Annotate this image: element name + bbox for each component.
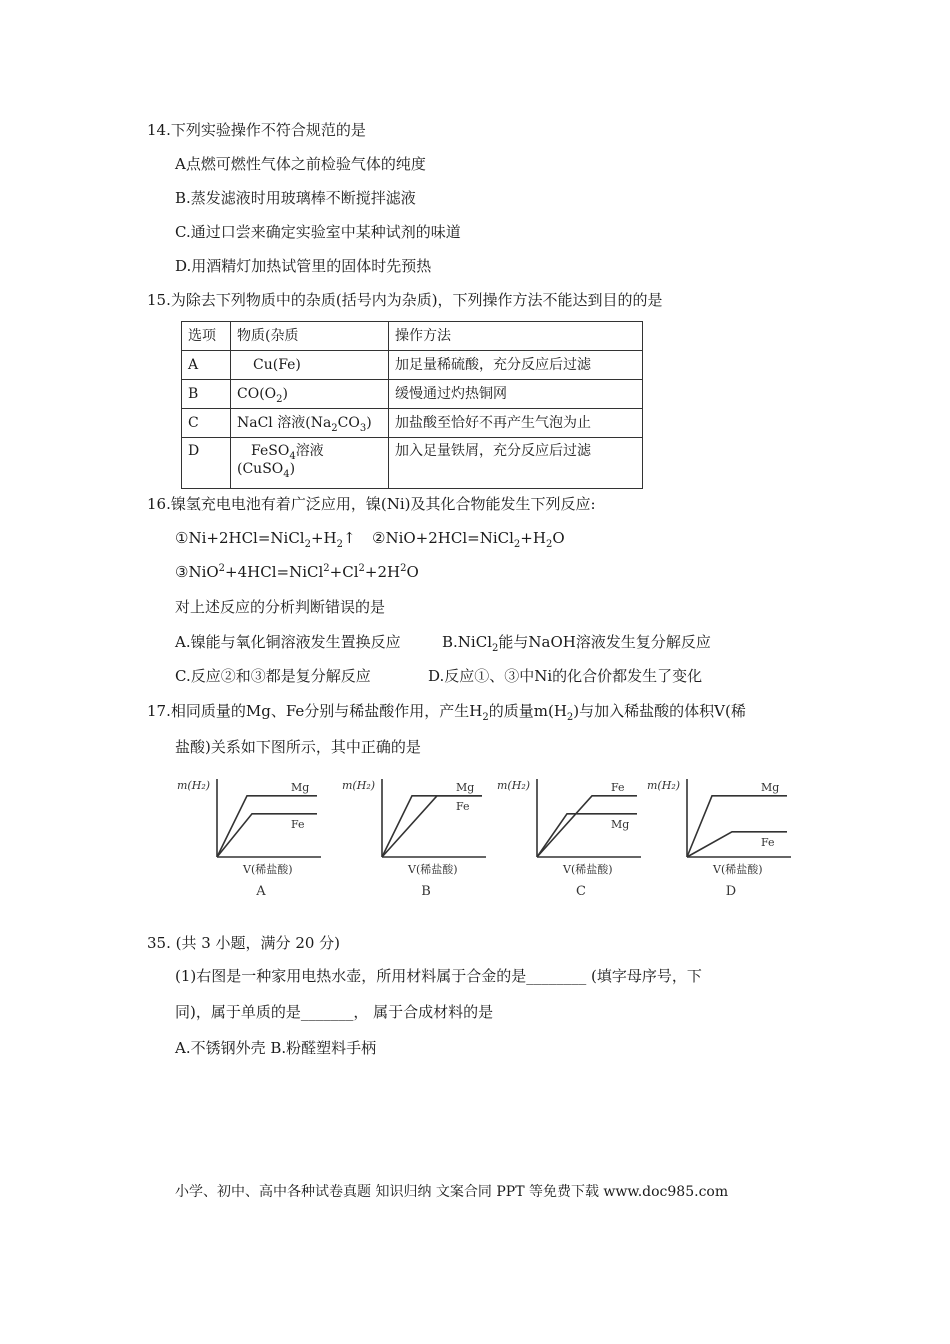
series-label-fe: Fe [761,835,775,849]
panel-label: C [576,884,586,899]
y-axis-label: m(H₂) [647,779,681,792]
q16-ask: 对上述反应的分析判断错误的是 [175,598,386,616]
graph-svg [340,770,488,900]
x-axis-label: V(稀盐酸) [713,863,763,876]
series-label-mg: Mg [291,780,310,794]
series-label-mg: Mg [761,780,780,794]
q16-option-d: D.反应①、③中Ni的化合价都发生了变化 [428,667,703,685]
graph-c [495,770,643,900]
series-label-fe: Fe [291,817,305,831]
q35-options: A.不锈钢外壳 B.粉醛塑料手柄 [175,1039,377,1057]
q17-stem-line2: 盐酸)关系如下图所示，其中正确的是 [175,738,421,756]
q16-reaction-3: $③NiO^2+4HCl=NiCl^2+Cl^2+2H^2O$ [175,563,419,581]
page-footer: 小学、初中、高中各种试卷真题 知识归纳 文案合同 PPT 等免费下载 www.doc985.com [175,1184,729,1200]
series-label-mg: Mg [456,780,475,794]
graph-svg [645,770,793,900]
header-option: 选项 [182,322,231,351]
q35-part1-line1: (1)右图是一种家用电热水壶，所用材料属于合金的是________ (填字母序号，下 [175,967,702,985]
panel-label: B [421,884,431,899]
graph-d [645,770,793,900]
y-axis-label: m(H₂) [177,779,211,792]
row-method: 缓慢通过灼热铜网 [389,380,643,409]
q16-option-c: C.反应②和③都是复分解反应 [175,667,371,685]
graph-svg [175,770,323,900]
row-substance: FeSO$_4$溶液 (CuSO$_4$) [231,438,389,489]
row-substance: $CO(O_2)$ [231,380,389,409]
row-substance: Cu(Fe) [231,351,389,380]
header-method: 操作方法 [389,322,643,351]
q14-option-a: A点燃可燃性气体之前检验气体的纯度 [175,155,426,173]
table-row [182,438,643,489]
series-label-fe: Fe [611,780,625,794]
row-option: B [182,380,231,409]
y-axis-label: m(H₂) [497,779,531,792]
q17-stem-line1: 17.相同质量的Mg、Fe分别与稀盐酸作用，产生$H_2$的质量$m(H_2)$与加入稀盐酸的体积V(稀 [147,702,746,723]
q15-stem: 15.为除去下列物质中的杂质(括号内为杂质)，下列操作方法不能达到目的的是 [147,291,663,309]
panel-label: D [725,884,737,899]
row-option: A [182,351,231,380]
row-option: C [182,409,231,438]
graph-svg [495,770,643,900]
table-row [182,351,643,380]
row-method: 加入足量铁屑，充分反应后过滤 [389,438,643,489]
q16-option-a: A.镍能与氧化铜溶液发生置换反应 [175,633,401,651]
q15-table [181,321,643,489]
row-method: 加足量稀硫酸，充分反应后过滤 [389,351,643,380]
series-label-fe: Fe [456,799,470,813]
q14-option-d: D.用酒精灯加热试管里的固体时先预热 [175,257,432,275]
table-row [182,380,643,409]
row-method: 加盐酸至恰好不再产生气泡为止 [389,409,643,438]
q14-option-b: B.蒸发滤液时用玻璃棒不断搅拌滤液 [175,189,416,207]
series-label-mg: Mg [611,817,630,831]
header-substance: 物质(杂质 [231,322,389,351]
panel-label: A [256,884,266,899]
x-axis-label: V(稀盐酸) [408,863,458,876]
q14-option-c: C.通过口尝来确定实验室中某种试剂的味道 [175,223,461,241]
q35-part1-line2: 同)，属于单质的是_______， 属于合成材料的是 [175,1003,494,1021]
row-option: D [182,438,231,489]
x-axis-label: V(稀盐酸) [563,863,613,876]
table-row [182,409,643,438]
y-axis-label: m(H₂) [342,779,376,792]
graph-a [175,770,323,900]
q16-reaction-1: $①Ni+2HCl=NiCl_2+H_2↑$ [175,529,356,550]
q16-stem: 16.镍氢充电电池有着广泛应用，镍(Ni)及其化合物能发生下列反应: [147,495,596,513]
q16-reaction-2: $②NiO+2HCl=NiCl_2+H_2O$ [372,529,565,550]
row-substance: NaCl 溶液$(Na_2CO_3)$ [231,409,389,438]
x-axis-label: V(稀盐酸) [243,863,293,876]
table-header-row [182,322,643,351]
q35-stem: 35. (共 3 小题，满分 20 分) [147,934,341,952]
q14-stem: 14.下列实验操作不符合规范的是 [147,121,366,139]
q16-option-b: B.NiCl$_2$能与NaOH溶液发生复分解反应 [442,633,711,654]
graph-b [340,770,488,900]
